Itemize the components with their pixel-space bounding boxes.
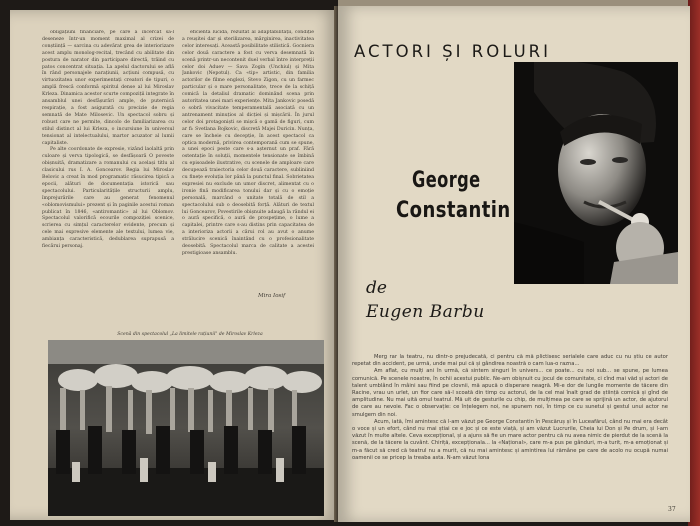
article-signature: Mira Iosif	[258, 293, 286, 299]
paragraph: Acum, iată, îmi amintesc că l-am văzut pe George Constantin în Pescăruș și în Luceafărul, când nu mai era decât o voce și un efort, când nu mai știai ce e joc și ce este viață, și am văzut Lucrurile, Cheia lui Don și Pe drum, și l-am văzut în multe altele. Ceva excepțional, și a ajuns să fie un mare actor pentru că nu avea nimic de pierdut de la scenă la scenă, de la tăcere la cuvânt. Chiriță, excepționala... la «Național», care m-a pus pe gânduri, m-a turit, m-a emoționat și m-a făcut să cred că teatrul nu a murit, că nu mai amintesc și amintirea lui rămâne pe care de acolo nu ocupă numai oamenii ce se pricep la treaba asta. N-am văzut Iona	[352, 418, 668, 461]
article-body	[352, 354, 668, 462]
left-page-column-1	[42, 30, 174, 320]
actor-last-name: Constantin	[396, 198, 511, 223]
photo-caption: Scenă din spectacolul „La limitele rațiunii" de Miroslav Krleza	[117, 332, 263, 337]
paragraph: Merg rar la teatru, nu dintr-o prejudecată, ci pentru că mă plictisesc serialele care aduc cu nu știu ce autor repetat din accident, pe urmă, unde mai pui că și gândirea noastră o cam lua-o razna...	[352, 354, 668, 368]
byline-prefix: de	[366, 278, 387, 298]
section-heading: ACTORI ȘI ROLURI	[354, 42, 551, 61]
author-name: Eugen Barbu	[366, 302, 485, 322]
paragraph: obligațiuni financiare, pe care a încercat să-l deseneze într-un moment maximal al crizei de conștiință — sarcina cu adevărat grea de interiorizare acest amplu monolog-recital, trecând cu abilitate din postura de narator din participare directă, trăind cu patos concentrat situația. La apelul dactorului se află în rând personajele narațiunii, acțiuni compusă, cu virtuozitatea unor experimentați creatori de tipuri, o amplă frescă conformă spiritul dense al lui Miroslav Krleza. Dinamica acestor scurte compoziții integrate în ansamblul unei desfășurări ample, de puternică respirație, a fost asigurată cu precizie de regia semnată de Mate Milosevic. Un spectacol sobru și robust care ne permite, dincolo de familiarizarea cu stilul distinct al lui Krleza, o incursiune în universul tensionat al intelectualului, martor acuzator al lumii capitaliste.	[42, 30, 174, 146]
actor-first-name: George	[412, 168, 481, 193]
page-number: 37	[668, 506, 676, 513]
paragraph: eficientă lucidă, rezultat al adaptabilității, condiție a reușitei dar și sterilizarea, mărginirea, inactivitatea celor interesați. Această posibilitate stilistică. Gocniera celor două caractere a fost cu verva desemnată în scenă printr-un necontenit duel verbal între interpreții celor doi Aduev — Sava Zogin (Unchiul) și Mita Jankovic (Nepotul). Ca «tip» artistic, din familia actorilor de filme englezi, Stevo Zigon, cu un farmec particular și o mare personalitate, trece de la schiță comică la detaliul dramatic dominând scena prin autoritatea unei mari experiențe. Mita Jankovic posedă o sobră vivacitate temperamentală asociată cu un antrenament minuțios al dicției și mișcării. În jurul celor doi protagoniști se mișcă o gamă de figuri, cum ar fi: Svetlana Bojkovic, discretă Majei Duricin. Nunța, care se încheie cu decepție, în acest spectacol ca optica modernă, privirea contemporană cum se spune, a unei epoci peste care s-a așternut un praf. Fără ostentație în soluții, momentele tensionate se îmbină cu episoadele ilustrative, cu scenele de amploare care decupează traiectoria celor două caractere, subliniind cu finețe evoluția lor până la punctul final. Sobrietatea expresiei nu exclude un umor discret, alimentat cu o ironie fină modificarea tonului dar și cu o emoție personală, marcând o unitate totală de stil a spectacolului sub o deosebită forță. Alături de textul lui Goncearov, Povestirile obișnuite adaugă la rândul ei o aură specifică, o aură de prospețime, o lume a capitalei, printre care s-au distins prin capacitatea de a interioriza actorii a cărui rol au avut o anume strălucire scenică înaintând cu o profesionalitate deosebită. Spectacolul marca de calitate a acestei prestigioase ansamblu.	[182, 30, 314, 256]
paragraph: Pe alte coordonate de expresie, vizând laolaltă prin culoare și verva tipologică, se desfășoară O poveste obișnuită, dramatizare a romanului cu același titlu al clasicului rus I. A. Goncearov. Regia lui Miroslav Belovic a creat în mod programatic răsucirea tipică a epocii, alături de documentația istorică sau spectacolului. Particularitățile structurii amplu, împrejurările care au generat fenomenul «oblomovismului» prezent și în paginile acestui roman publicat în 1846, «antiromantic» al lui Oblomov. Spectacolul valorifică ecourile compoziției scenice, scrierea cu simțul caracterelor evidente, precum și cele mai expresive elemente ale textului, lumea vie, ambianța caracteristică, dedublarea suprapusă a fiecărui personaj.	[42, 147, 174, 250]
actor-portrait-photo	[514, 62, 678, 284]
stage-scene-photo	[48, 340, 324, 516]
paragraph: Am aflat, cu mulți ani în urmă, că sintem singuri în univers... ce poate... cu noi sub... se spune, pe lumea comunică. Pe scenele noastre, în ochii acestui public. Ne-am obișnuit cu jocul de comunitate, ci cînd mai văd și actori de talent umblând în mâini sau fiind pe clovnii, mă apucă o disperare neagră. Mi-e dor de lungile momente de tăcere din Racine, vrau un urlet, un fior care să-l scoată din timp cu actorul, de la cel mai înalt grad de știință comică și gînd de amplitudine. Nu mai uită omul teatrul. Mă uit de gesturile cu chip, de mulțimea pe care se sprijină un actor, de ajutorul de care au nevoie. Fac o observație: ce înțelegem noi, ne spunem noi, în timp ce cu sunetul și gestul unui actor ne smulgem din noi.	[352, 368, 668, 418]
left-page-column-2	[182, 30, 314, 300]
